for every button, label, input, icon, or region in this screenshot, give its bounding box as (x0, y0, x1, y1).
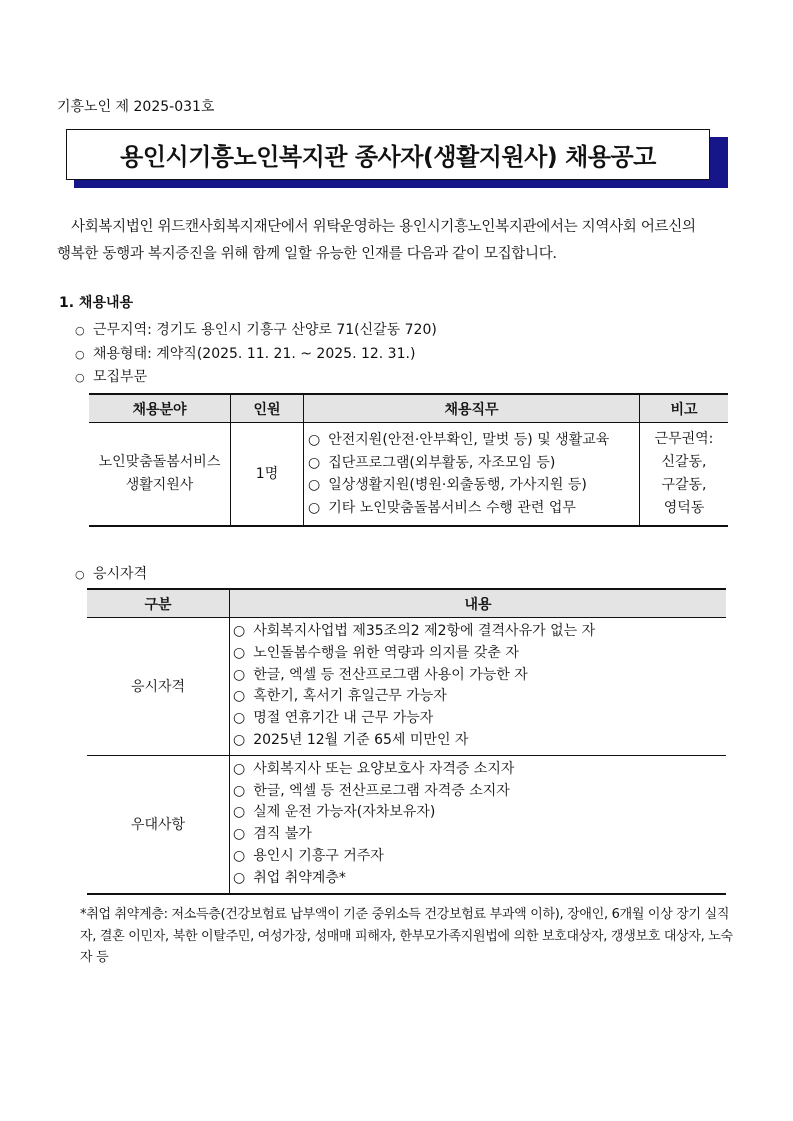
remarks-cell (640, 423, 729, 527)
circle-mark: ○ (308, 454, 321, 471)
circle-mark: ○ (308, 477, 321, 493)
circle-mark: ○ (233, 644, 246, 661)
header-category: 구분 (87, 589, 230, 618)
circle-mark: ○ (233, 847, 246, 864)
table-row (89, 423, 728, 527)
category-cell: 응시자격 (87, 618, 230, 756)
list-item: ○ 겸직 불가 (233, 826, 312, 843)
header-remarks: 비고 (640, 394, 729, 423)
circle-mark: ○ (308, 432, 321, 448)
field-line: 생활지원사 (125, 477, 194, 493)
list-item: ○ 사회복지사업법 제35조의2 제2항에 결격사유가 없는 자 (233, 623, 596, 639)
bullet-qualification (75, 563, 147, 583)
list-item: ○ 용인시 기흥구 거주자 (233, 847, 384, 864)
list-item: ○ 노인돌봄수행을 위한 역량과 의지를 갖춘 자 (233, 644, 519, 661)
table-row (87, 755, 726, 893)
circle-mark: ○ (233, 688, 246, 705)
count-cell: 1명 (231, 423, 304, 527)
table-header-row (89, 394, 728, 423)
list-item: ○ 실제 운전 가능자(자차보유자) (233, 804, 436, 821)
circle-mark: ○ (233, 760, 246, 777)
remark-line: 근무권역: (654, 431, 714, 447)
duty-item: ○ 안전지원(안전·안부확인, 말벗 등) 및 생활교육 (308, 432, 610, 448)
circle-mark: ○ (308, 499, 321, 516)
remark-line: 신갈동, (661, 454, 707, 470)
header-content: 내용 (230, 589, 727, 618)
header-duties: 채용직무 (304, 394, 640, 423)
category-cell: 우대사항 (87, 755, 230, 893)
recruitment-table (89, 393, 728, 527)
bullet-employment-type (75, 343, 415, 363)
circle-mark: ○ (233, 731, 246, 748)
duty-item: ○ 기타 노인맞춤돌봄서비스 수행 관련 업무 (308, 499, 576, 516)
duty-item: ○ 일상생활지원(병원·외출동행, 가사지원 등) (308, 477, 587, 493)
duty-item: ○ 집단프로그램(외부활동, 자조모임 등) (308, 454, 556, 471)
list-item: ○ 사회복지사 또는 요양보호사 자격증 소지자 (233, 760, 515, 777)
table-row (87, 618, 726, 756)
bullet-mark: ○ (75, 371, 85, 384)
bullet-text: 근무지역: 경기도 용인시 기흥구 산양로 71(신갈동 720) (93, 322, 437, 338)
list-item: ○ 한글, 엑셀 등 전산프로그램 자격증 소지자 (233, 782, 510, 799)
field-cell (89, 423, 231, 527)
duties-cell (304, 423, 640, 527)
footnote: *취업 취약계층: 저소득층(건강보험료 납부액이 기준 중위소득 건강보험료 부과액 이하), 장애인, 6개월 이상 장기 실직자, 결혼 이민자, 북한 이탈주민, 여성가장, 성매매 피해자, 한부모가족지원법에 의한 보호대상자, 갱생보호 대상자, 노숙자 등 (80, 907, 733, 965)
intro-paragraph: 사회복지법인 위드캔사회복지재단에서 위탁운영하는 용인시기흥노인복지관에서는 지역사회 어르신의 행복한 동행과 복지증진을 위해 함께 일할 유능한 인재를 다음과 같이 모집합니다. (57, 219, 696, 262)
list-item: ○ 2025년 12월 기준 65세 미만인 자 (233, 731, 469, 748)
qualification-table (87, 588, 726, 895)
bullet-text: 채용형태: 계약직(2025. 11. 21. ~ 2025. 12. 31.) (93, 346, 416, 362)
remark-line: 영덕동 (663, 500, 705, 516)
list-item: ○ 명절 연휴기간 내 근무 가능자 (233, 710, 434, 727)
circle-mark: ○ (233, 869, 246, 886)
remark-line: 구갈동, (661, 477, 707, 493)
circle-mark: ○ (233, 666, 246, 683)
list-item: ○ 취업 취약계층* (233, 869, 346, 886)
bullet-mark: ○ (75, 568, 85, 581)
bullet-work-location (75, 319, 437, 339)
bullet-mark: ○ (75, 348, 85, 361)
header-field: 채용분야 (89, 394, 231, 423)
bullet-mark: ○ (75, 324, 85, 337)
circle-mark: ○ (233, 782, 246, 799)
field-line: 노인맞춤돌봄서비스 (98, 454, 221, 470)
items-cell (230, 618, 727, 756)
section-heading: 1. 채용내용 (59, 295, 134, 311)
bullet-text: 모집부문 (93, 369, 148, 385)
list-item: ○ 한글, 엑셀 등 전산프로그램 사용이 가능한 자 (233, 666, 528, 683)
document-number: 기흥노인 제 2025-031호 (57, 99, 215, 115)
circle-mark: ○ (233, 623, 246, 639)
header-count: 인원 (231, 394, 304, 423)
list-item: ○ 혹한기, 혹서기 휴일근무 가능자 (233, 688, 447, 705)
circle-mark: ○ (233, 710, 246, 727)
bullet-text: 응시자격 (93, 566, 148, 582)
bullet-recruit-section (75, 366, 147, 386)
page-title: 용인시기흥노인복지관 종사자(생활지원사) 채용공고 (66, 129, 710, 180)
circle-mark: ○ (233, 826, 246, 843)
table-header-row (87, 589, 726, 618)
items-cell (230, 755, 727, 893)
circle-mark: ○ (233, 804, 246, 821)
